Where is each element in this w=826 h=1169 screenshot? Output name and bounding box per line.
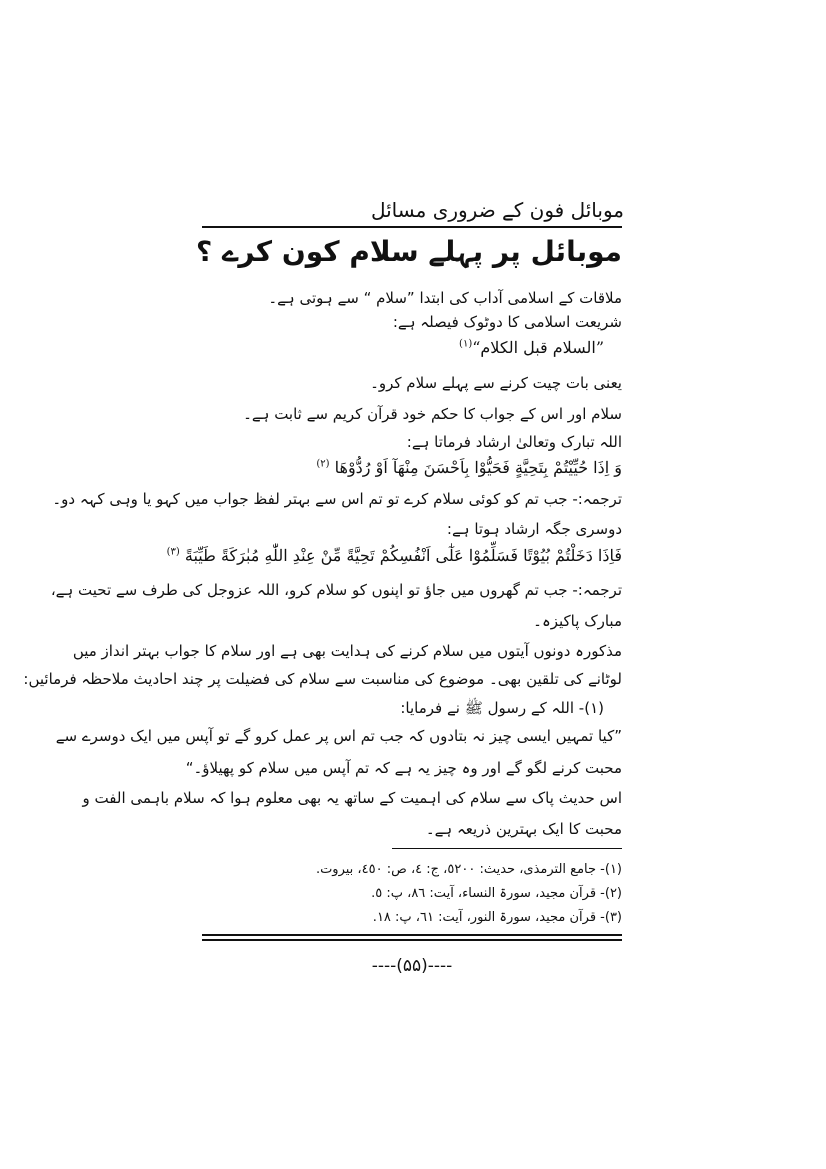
- header-rule: [202, 226, 622, 228]
- body-line: اللہ تبارک وتعالیٰ ارشاد فرماتا ہے:: [406, 433, 622, 451]
- body-line: مبارک پاکیزہ۔: [533, 612, 622, 630]
- footer-rule: [202, 934, 622, 936]
- body-line: دوسری جگہ ارشاد ہوتا ہے:: [446, 520, 622, 538]
- footnote-ref: (۱): [459, 338, 473, 350]
- hadith-intro: (۱)- اللہ کے رسول ﷺ نے فرمایا:: [400, 699, 604, 717]
- footnote-separator: [392, 848, 622, 849]
- body-line: محبت کا ایک بہترین ذریعہ ہے۔: [425, 820, 622, 838]
- hadith-line: محبت کرنے لگو گے اور وہ چیز یہ ہے کہ تم آپس میں سلام کو پھیلاؤ۔“: [185, 759, 622, 777]
- footnote-ref: (۳): [166, 546, 180, 558]
- quran-verse: وَ اِذَا حُيِّيْتُمْ بِتَحِيَّةٍ فَحَيُّوْا بِاَحْسَنَ مِنْهَآ اَوْ رُدُّوْهَا $^{(۲)}$: [316, 458, 622, 477]
- footnote: (۱)- جامع الترمذی، حدیث: ٥٢٠٠، ج: ٤، ص: ٤٥٠، بیروت.: [315, 862, 622, 877]
- body-line: اس حدیث پاک سے سلام کی اہمیت کے ساتھ یہ بھی معلوم ہوا کہ سلام باہمی الفت و: [82, 789, 622, 807]
- section-heading: موبائل پر پہلے سلام کون کرے ؟: [195, 235, 622, 268]
- quran-verse: فَاِذَا دَخَلْتُمْ بُيُوْتًا فَسَلِّمُوْا عَلٰٓى اَنْفُسِكُمْ تَحِيَّةً مِّنْ عِنْدِ اللّٰهِ مُبٰرَكَةً طَيِّبَةً $^{(۳)}$: [166, 546, 622, 565]
- body-line: شریعت اسلامی کا دوٹوک فیصلہ ہے:: [392, 313, 622, 331]
- running-header: موبائل فون کے ضروری مسائل: [370, 198, 624, 222]
- footer-rule: [202, 939, 622, 941]
- body-line: یعنی بات چیت کرنے سے پہلے سلام کرو۔: [370, 374, 622, 392]
- arabic-quote: ”السلام قبل الكلام“$^{(۱)}$: [459, 338, 604, 357]
- page-number: ----(۵۵)----: [371, 956, 453, 976]
- translation-line: ترجمہ:- جب تم کو کوئی سلام کرے تو تم اس سے بہتر لفظ جواب میں کہو یا وہی کہہ دو۔: [52, 490, 622, 508]
- hadith-line: ”کیا تمہیں ایسی چیز نہ بتادوں کہ جب تم اس پر عمل کرو گے تو آپس میں ایک دوسرے سے: [55, 727, 622, 745]
- footnote: (۳)- قرآن مجید، سورۃ النور، آیت: ٦١، پ: ١٨.: [372, 910, 622, 925]
- body-line: ملاقات کے اسلامی آداب کی ابتدا ”سلام “ سے ہوتی ہے۔: [268, 289, 622, 307]
- footnote-ref: (۲): [316, 458, 330, 470]
- body-line: مذکورہ دونوں آیتوں میں سلام کرنے کی ہدایت بھی ہے اور سلام کا جواب بہتر انداز میں: [72, 642, 622, 660]
- body-line: لوٹانے کی تلقین بھی۔ موضوع کی مناسبت سے سلام کی فضیلت پر چند احادیث ملاحظہ فرمائیں:: [23, 670, 622, 688]
- translation-line: ترجمہ:- جب تم گھروں میں جاؤ تو اپنوں کو سلام کرو، اللہ عزوجل کی طرف سے تحیت ہے،: [50, 581, 622, 599]
- body-line: سلام اور اس کے جواب کا حکم خود قرآن کریم سے ثابت ہے۔: [243, 405, 622, 423]
- footnote: (۲)- قرآن مجید، سورۃ النساء، آیت: ٨٦، پ: ٥.: [371, 886, 622, 901]
